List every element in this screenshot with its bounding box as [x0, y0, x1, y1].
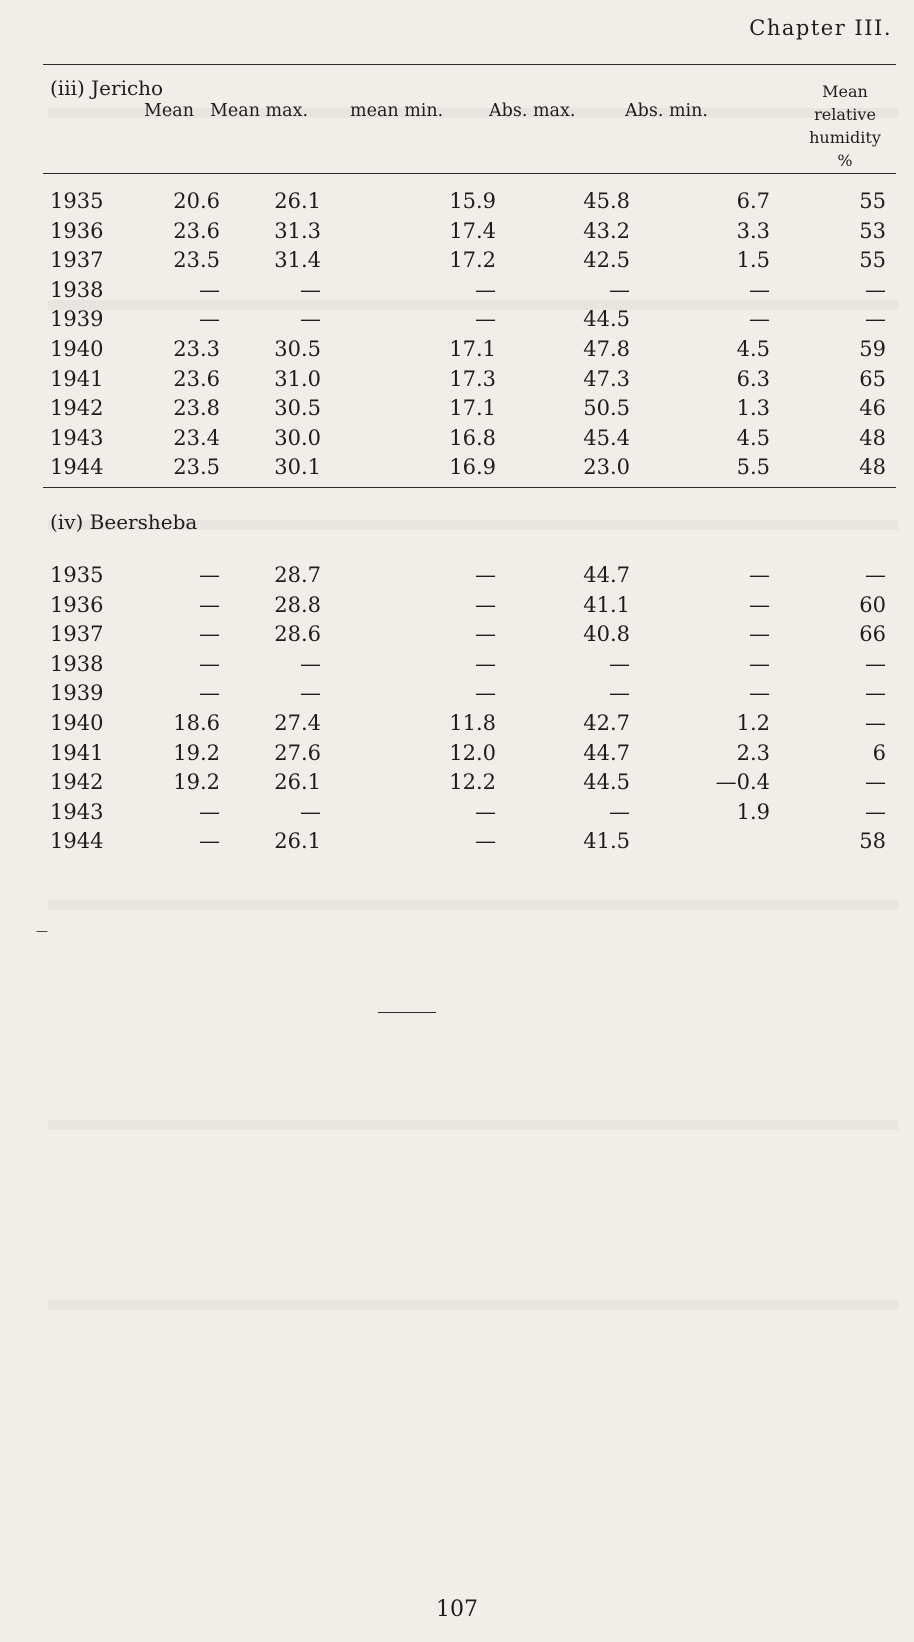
abs-max-cell: 47.3 — [583, 366, 630, 391]
mean-min-cell: — — [475, 829, 496, 854]
humidity-cell: — — [865, 710, 886, 735]
mean-min-cell: — — [475, 651, 496, 676]
mean-cell: 19.2 — [173, 740, 220, 765]
header-mean-min: mean min. — [350, 101, 444, 121]
header-mean-max: Mean max. — [210, 101, 309, 121]
year-cell: 1935 — [50, 189, 104, 213]
mean-cell: 23.4 — [173, 425, 220, 450]
table-row — [43, 563, 896, 593]
abs-max-cell: — — [609, 799, 630, 824]
table-row — [43, 622, 896, 652]
mean-max-cell: 26.1 — [274, 189, 321, 213]
mean-min-cell: 17.4 — [449, 218, 496, 243]
humidity-line-3: humidity — [809, 128, 881, 147]
mean-cell: 20.6 — [173, 189, 220, 213]
abs-min-cell: — — [749, 307, 770, 332]
abs-max-cell: 42.7 — [583, 710, 630, 735]
header-humidity — [795, 80, 895, 172]
mean-max-cell: — — [300, 681, 321, 706]
table-row — [43, 426, 896, 456]
mean-max-cell: 28.7 — [274, 563, 321, 587]
table-row — [43, 248, 896, 278]
page-number: 107 — [436, 1597, 478, 1622]
margin-mark: — — [36, 924, 48, 938]
end-rule — [378, 1012, 436, 1013]
top-rule — [43, 64, 896, 65]
abs-min-cell: — — [749, 622, 770, 647]
mean-min-cell: — — [475, 563, 496, 587]
mean-min-cell: 17.2 — [449, 248, 496, 273]
year-cell: 1943 — [50, 425, 104, 450]
abs-max-cell: — — [609, 681, 630, 706]
mean-cell: 23.6 — [173, 218, 220, 243]
abs-min-cell: 1.5 — [736, 248, 770, 273]
year-cell: 1943 — [50, 799, 104, 824]
abs-max-cell: 47.8 — [583, 336, 630, 361]
mean-max-cell: 30.0 — [274, 425, 321, 450]
chapter-heading: Chapter III. — [749, 16, 892, 40]
abs-min-cell: 4.5 — [736, 425, 770, 450]
bleed-through — [48, 1120, 898, 1130]
humidity-cell: — — [865, 277, 886, 302]
abs-min-cell: 4.5 — [736, 336, 770, 361]
year-cell: 1937 — [50, 248, 104, 273]
mean-min-cell: 12.2 — [449, 770, 496, 795]
humidity-cell: 58 — [859, 829, 886, 854]
mean-max-cell: 26.1 — [274, 770, 321, 795]
header-rule — [43, 173, 896, 174]
table-row — [43, 652, 896, 682]
year-cell: 1939 — [50, 681, 104, 706]
mean-cell: — — [199, 277, 220, 302]
mean-min-cell: 17.1 — [449, 336, 496, 361]
year-cell: 1944 — [50, 829, 104, 854]
jericho-table — [43, 189, 896, 485]
humidity-cell: 59 — [859, 336, 886, 361]
humidity-cell: 46 — [859, 396, 886, 421]
humidity-cell: 66 — [859, 622, 886, 647]
abs-min-cell: 6.7 — [736, 189, 770, 213]
humidity-cell: 55 — [859, 189, 886, 213]
humidity-cell: — — [865, 563, 886, 587]
year-cell: 1940 — [50, 710, 104, 735]
mean-cell: — — [199, 799, 220, 824]
humidity-cell: 65 — [859, 366, 886, 391]
humidity-cell: 6 — [872, 740, 886, 765]
mean-cell: 23.6 — [173, 366, 220, 391]
mean-max-cell: 28.6 — [274, 622, 321, 647]
mean-max-cell: 30.5 — [274, 396, 321, 421]
table-row — [43, 770, 896, 800]
bleed-through — [48, 900, 898, 910]
abs-min-cell: — — [749, 651, 770, 676]
table-row — [43, 593, 896, 623]
humidity-cell: 48 — [859, 425, 886, 450]
year-cell: 1941 — [50, 740, 104, 765]
abs-min-cell: 3.3 — [736, 218, 770, 243]
mean-min-cell: — — [475, 799, 496, 824]
beersheba-table — [43, 563, 896, 859]
table-row — [43, 278, 896, 308]
mean-cell: 23.5 — [173, 455, 220, 480]
bleed-through — [48, 1300, 898, 1310]
abs-max-cell: 44.7 — [583, 740, 630, 765]
humidity-cell: — — [865, 307, 886, 332]
mean-cell: — — [199, 592, 220, 617]
header-abs-min: Abs. min. — [625, 101, 708, 121]
year-cell: 1937 — [50, 622, 104, 647]
abs-min-cell: 6.3 — [736, 366, 770, 391]
abs-max-cell: 50.5 — [583, 396, 630, 421]
mean-cell: — — [199, 651, 220, 676]
mean-min-cell: 16.8 — [449, 425, 496, 450]
abs-min-cell: 1.3 — [736, 396, 770, 421]
mean-max-cell: 30.1 — [274, 455, 321, 480]
mean-min-cell: — — [475, 307, 496, 332]
abs-max-cell: 41.5 — [583, 829, 630, 854]
mean-max-cell: 31.0 — [274, 366, 321, 391]
abs-min-cell: —0.4 — [715, 770, 770, 795]
year-cell: 1941 — [50, 366, 104, 391]
abs-max-cell: 40.8 — [583, 622, 630, 647]
mean-max-cell: — — [300, 651, 321, 676]
humidity-cell: — — [865, 651, 886, 676]
table-row — [43, 711, 896, 741]
mean-cell: — — [199, 563, 220, 587]
abs-max-cell: 44.5 — [583, 307, 630, 332]
mean-cell: — — [199, 307, 220, 332]
mean-min-cell: 17.3 — [449, 366, 496, 391]
mean-min-cell: — — [475, 622, 496, 647]
mean-cell: 23.5 — [173, 248, 220, 273]
abs-min-cell: 1.9 — [736, 799, 770, 824]
mean-max-cell: — — [300, 277, 321, 302]
year-cell: 1935 — [50, 563, 104, 587]
mean-min-cell: 11.8 — [449, 710, 496, 735]
table-row — [43, 800, 896, 830]
abs-min-cell: — — [749, 277, 770, 302]
abs-max-cell: 41.1 — [583, 592, 630, 617]
abs-max-cell: 43.2 — [583, 218, 630, 243]
humidity-cell: 53 — [859, 218, 886, 243]
table-row — [43, 307, 896, 337]
abs-min-cell: 1.2 — [736, 710, 770, 735]
humidity-cell: 55 — [859, 248, 886, 273]
mean-max-cell: 26.1 — [274, 829, 321, 854]
year-cell: 1942 — [50, 770, 104, 795]
year-cell: 1938 — [50, 277, 104, 302]
mean-max-cell: 28.8 — [274, 592, 321, 617]
mean-min-cell: — — [475, 681, 496, 706]
mean-cell: — — [199, 829, 220, 854]
jericho-title: (iii) Jericho — [50, 76, 164, 100]
beersheba-title: (iv) Beersheba — [50, 510, 198, 534]
mean-cell: 18.6 — [173, 710, 220, 735]
abs-max-cell: — — [609, 277, 630, 302]
header-abs-max: Abs. max. — [489, 101, 576, 121]
mean-max-cell: — — [300, 307, 321, 332]
mean-max-cell: 27.6 — [274, 740, 321, 765]
year-cell: 1942 — [50, 396, 104, 421]
year-cell: 1944 — [50, 455, 104, 480]
table-row — [43, 337, 896, 367]
humidity-cell: 60 — [859, 592, 886, 617]
mean-min-cell: 15.9 — [449, 189, 496, 213]
year-cell: 1940 — [50, 336, 104, 361]
table-row — [43, 829, 896, 859]
abs-max-cell: 45.8 — [583, 189, 630, 213]
table-row — [43, 219, 896, 249]
abs-min-cell: 5.5 — [736, 455, 770, 480]
mean-cell: — — [199, 681, 220, 706]
table-row — [43, 455, 896, 485]
mean-max-cell: 30.5 — [274, 336, 321, 361]
year-cell: 1939 — [50, 307, 104, 332]
humidity-cell: 48 — [859, 455, 886, 480]
year-cell: 1938 — [50, 651, 104, 676]
mean-max-cell: 31.3 — [274, 218, 321, 243]
abs-max-cell: — — [609, 651, 630, 676]
abs-min-cell: — — [749, 681, 770, 706]
table-row — [43, 396, 896, 426]
section-rule — [43, 487, 896, 488]
year-cell: 1936 — [50, 592, 104, 617]
humidity-line-1: Mean — [822, 82, 868, 101]
abs-min-cell: — — [749, 563, 770, 587]
humidity-cell: — — [865, 681, 886, 706]
mean-cell: 23.3 — [173, 336, 220, 361]
header-mean: Mean — [144, 101, 194, 121]
abs-min-cell: 2.3 — [736, 740, 770, 765]
mean-cell: 23.8 — [173, 396, 220, 421]
mean-max-cell: — — [300, 799, 321, 824]
table-row — [43, 367, 896, 397]
humidity-cell: — — [865, 799, 886, 824]
abs-max-cell: 44.7 — [583, 563, 630, 587]
mean-max-cell: 27.4 — [274, 710, 321, 735]
table-row — [43, 741, 896, 771]
table-row — [43, 189, 896, 219]
abs-max-cell: 45.4 — [583, 425, 630, 450]
humidity-cell: — — [865, 770, 886, 795]
mean-min-cell: 12.0 — [449, 740, 496, 765]
mean-cell: 19.2 — [173, 770, 220, 795]
year-cell: 1936 — [50, 218, 104, 243]
mean-min-cell: — — [475, 277, 496, 302]
mean-cell: — — [199, 622, 220, 647]
humidity-line-4: % — [837, 151, 853, 170]
table-row — [43, 681, 896, 711]
mean-min-cell: — — [475, 592, 496, 617]
mean-min-cell: 16.9 — [449, 455, 496, 480]
abs-max-cell: 42.5 — [583, 248, 630, 273]
abs-max-cell: 44.5 — [583, 770, 630, 795]
mean-max-cell: 31.4 — [274, 248, 321, 273]
humidity-line-2: relative — [814, 105, 876, 124]
abs-max-cell: 23.0 — [583, 455, 630, 480]
mean-min-cell: 17.1 — [449, 396, 496, 421]
abs-min-cell: — — [749, 592, 770, 617]
